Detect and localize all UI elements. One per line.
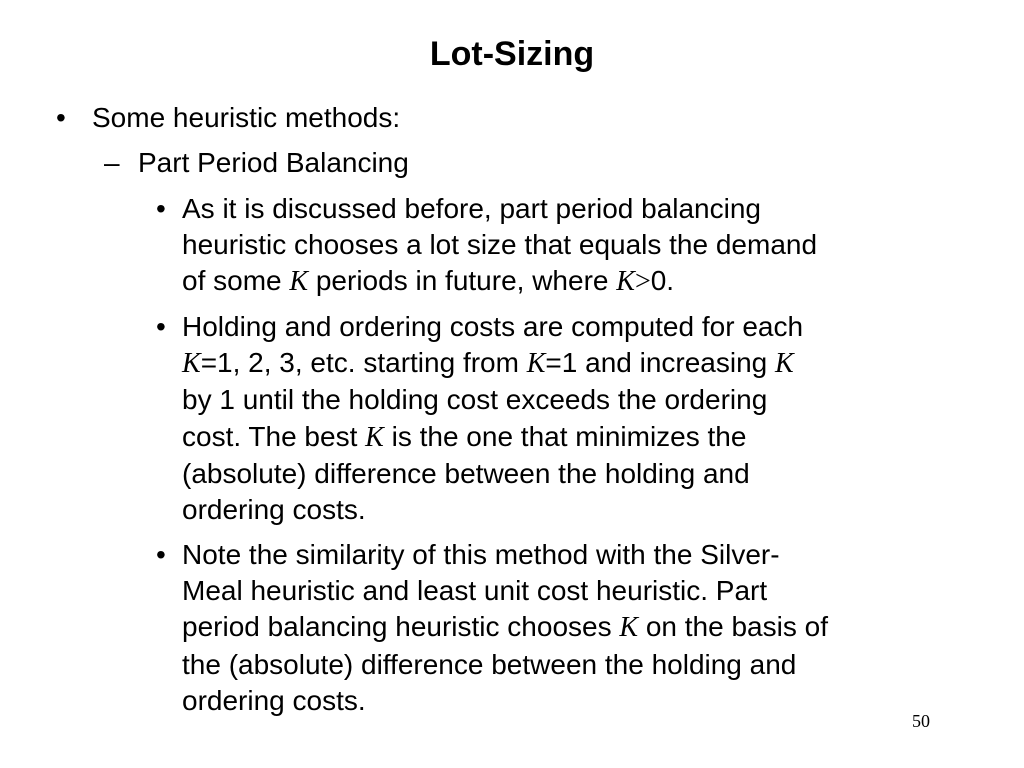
text-span: periods in future, where <box>308 265 617 297</box>
text-line: As it is discussed before, part period balancing <box>182 193 761 224</box>
text-line <box>182 419 982 456</box>
text-line: heuristic chooses a lot size that equals the demand <box>182 229 818 261</box>
bullet-marker: • <box>156 311 166 342</box>
variable-k: K <box>289 266 309 298</box>
bullet-text: Some heuristic methods: <box>92 102 401 133</box>
variable-k: K <box>365 421 384 453</box>
greater-than-symbol: > <box>634 266 651 298</box>
text-line: the (absolute) difference between the holding and <box>182 648 797 680</box>
text-line: by 1 until the holding cost exceeds the ordering <box>182 384 768 416</box>
text-line <box>182 609 982 646</box>
variable-k: K <box>616 266 635 298</box>
text-line: Note the similarity of this method with the Silver- <box>182 539 780 570</box>
text-line: ordering costs. <box>182 494 366 526</box>
text-line: Holding and ordering costs are computed for each <box>182 311 804 342</box>
text-span: period balancing heuristic chooses <box>182 611 620 643</box>
slide-title: Lot-Sizing <box>429 35 595 73</box>
bullet-marker: • <box>156 539 166 570</box>
text-span: 0. <box>650 265 675 297</box>
text-line <box>182 263 982 300</box>
text-span: is the one that minimizes the <box>383 420 747 452</box>
bullet-marker: • <box>56 102 66 133</box>
text-line: ordering costs. <box>182 684 366 716</box>
variable-k: K <box>619 612 639 644</box>
text-span: cost. The best <box>182 420 366 452</box>
text-span: =1, 2, 3, etc. starting from <box>200 347 527 379</box>
subbullet-text: Part Period Balancing <box>138 147 409 178</box>
detail-bullet-3-text <box>182 537 982 719</box>
page-number: 50 <box>912 711 930 731</box>
detail-bullet-1-text <box>182 191 982 301</box>
detail-bullet-2-text <box>182 309 982 528</box>
text-span: on the basis of <box>638 611 828 643</box>
variable-k: K <box>182 348 201 380</box>
variable-k: K <box>526 348 546 380</box>
text-line <box>182 345 982 382</box>
text-span: of some <box>182 265 290 297</box>
dash-marker: – <box>104 147 120 178</box>
text-line: (absolute) difference between the holding and <box>182 457 750 489</box>
variable-k: K <box>775 348 794 380</box>
text-line: Meal heuristic and least unit cost heuristic. Part <box>182 575 768 607</box>
bullet-marker: • <box>156 193 166 224</box>
text-span: =1 and increasing <box>545 347 776 379</box>
